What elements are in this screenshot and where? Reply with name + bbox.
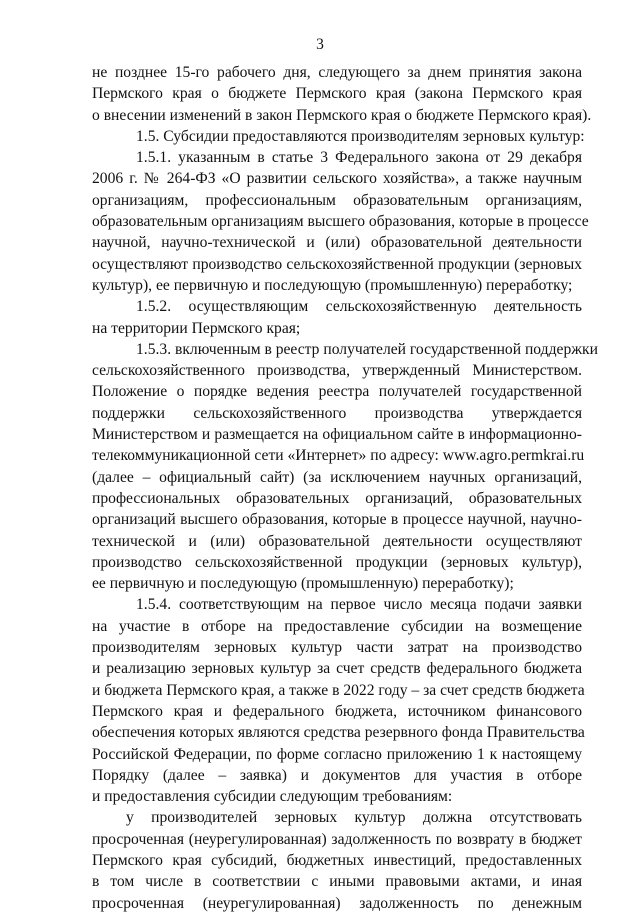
text-line: 1.5. Субсидии предоставляются производителям зерновых культур:: [136, 127, 585, 145]
text-line: 1.5.3. включенным в реестр получателей государственной поддержки: [136, 340, 598, 358]
text-line: на территории Пермского края;: [92, 319, 301, 337]
text-line: обеспечения которых являются средства резервного фонда Правительства: [92, 724, 585, 742]
text-line: Положение о порядке ведения реестра получателей государственной: [92, 383, 582, 401]
text-line: профессиональных образовательных организаций, образовательных: [92, 489, 582, 507]
text-line: на участие в отборе на предоставление субсидии на возмещение: [92, 617, 582, 635]
text-line: 1.5.1. указанным в статье 3 Федерального закона от 29 декабря: [136, 149, 582, 167]
text-line: сельскохозяйственного производства, утвержденный Министерством.: [92, 362, 582, 380]
text-line: производство сельскохозяйственной продукции (зерновых культур),: [92, 553, 582, 571]
text-line: просроченная (неурегулированная) задолженность по возврату в бюджет: [92, 830, 582, 848]
text-line: ее первичную и последующую (промышленную) переработку);: [92, 575, 514, 593]
text-line: культур), ее первичную и последующую (промышленную) переработку;: [92, 276, 573, 294]
text-line: организаций высшего образования, которые в процессе научной, научно-: [92, 511, 582, 529]
text-line: производителям зерновых культур части затрат на производство: [92, 639, 582, 657]
text-line: и реализацию зерновых культур за счет средств федерального бюджета: [92, 660, 582, 678]
text-line: просроченная (неурегулированная) задолженность по денежным: [92, 894, 582, 912]
text-line: не позднее 15-го рабочего дня, следующего за днем принятия закона: [92, 64, 582, 81]
text-line: осуществляют производство сельскохозяйственной продукции (зерновых: [92, 255, 582, 273]
text-line: и предоставления субсидии следующим требованиям:: [92, 788, 453, 806]
text-line: Российской Федерации, по форме согласно приложению 1 к настоящему: [92, 745, 582, 763]
text-line: научной, научно-технической и (или) образовательной деятельности: [92, 234, 582, 252]
text-line: Пермского края и федерального бюджета, источником финансового: [92, 702, 582, 720]
text-line: и бюджета Пермского края, а также в 2022 году – за счет средств бюджета: [92, 681, 585, 699]
text-line: Пермского края о бюджете Пермского края (закона Пермского края: [92, 85, 582, 103]
text-line: образовательным организациям высшего образования, которые в процессе: [92, 213, 589, 231]
text-line: (далее – официальный сайт) (за исключением научных организаций,: [92, 468, 582, 486]
text-line: поддержки сельскохозяйственного производства утверждается: [92, 404, 582, 422]
text-line: о внесении изменений в закон Пермского края о бюджете Пермского края).: [92, 106, 592, 124]
text-line: 2006 г. № 264-ФЗ «О развитии сельского хозяйства», а также научным: [92, 170, 582, 188]
text-line: технической и (или) образовательной деятельности осуществляют: [92, 532, 582, 550]
text-line: телекоммуникационной сети «Интернет» по адресу: www.agro.permkrai.ru: [92, 447, 585, 465]
text-line: Пермского края субсидий, бюджетных инвестиций, предоставленных: [92, 851, 582, 869]
text-line: Министерством и размещается на официальном сайте в информационно-: [92, 426, 582, 444]
text-line: у производителей зерновых культур должна отсутствовать: [126, 809, 582, 827]
text-line: в том числе в соответствии с иными правовыми актами, и иная: [92, 873, 582, 891]
document-body: [92, 62, 598, 914]
text-line: 1.5.4. соответствующим на первое число месяца подачи заявки: [136, 596, 582, 614]
text-line: Порядку (далее – заявка) и документов для участия в отборе: [92, 766, 582, 784]
page-number: 3: [316, 36, 324, 53]
text-line: организациям, профессиональным образовательным организациям,: [92, 191, 582, 209]
text-line: 1.5.2. осуществляющим сельскохозяйственную деятельность: [136, 298, 582, 316]
